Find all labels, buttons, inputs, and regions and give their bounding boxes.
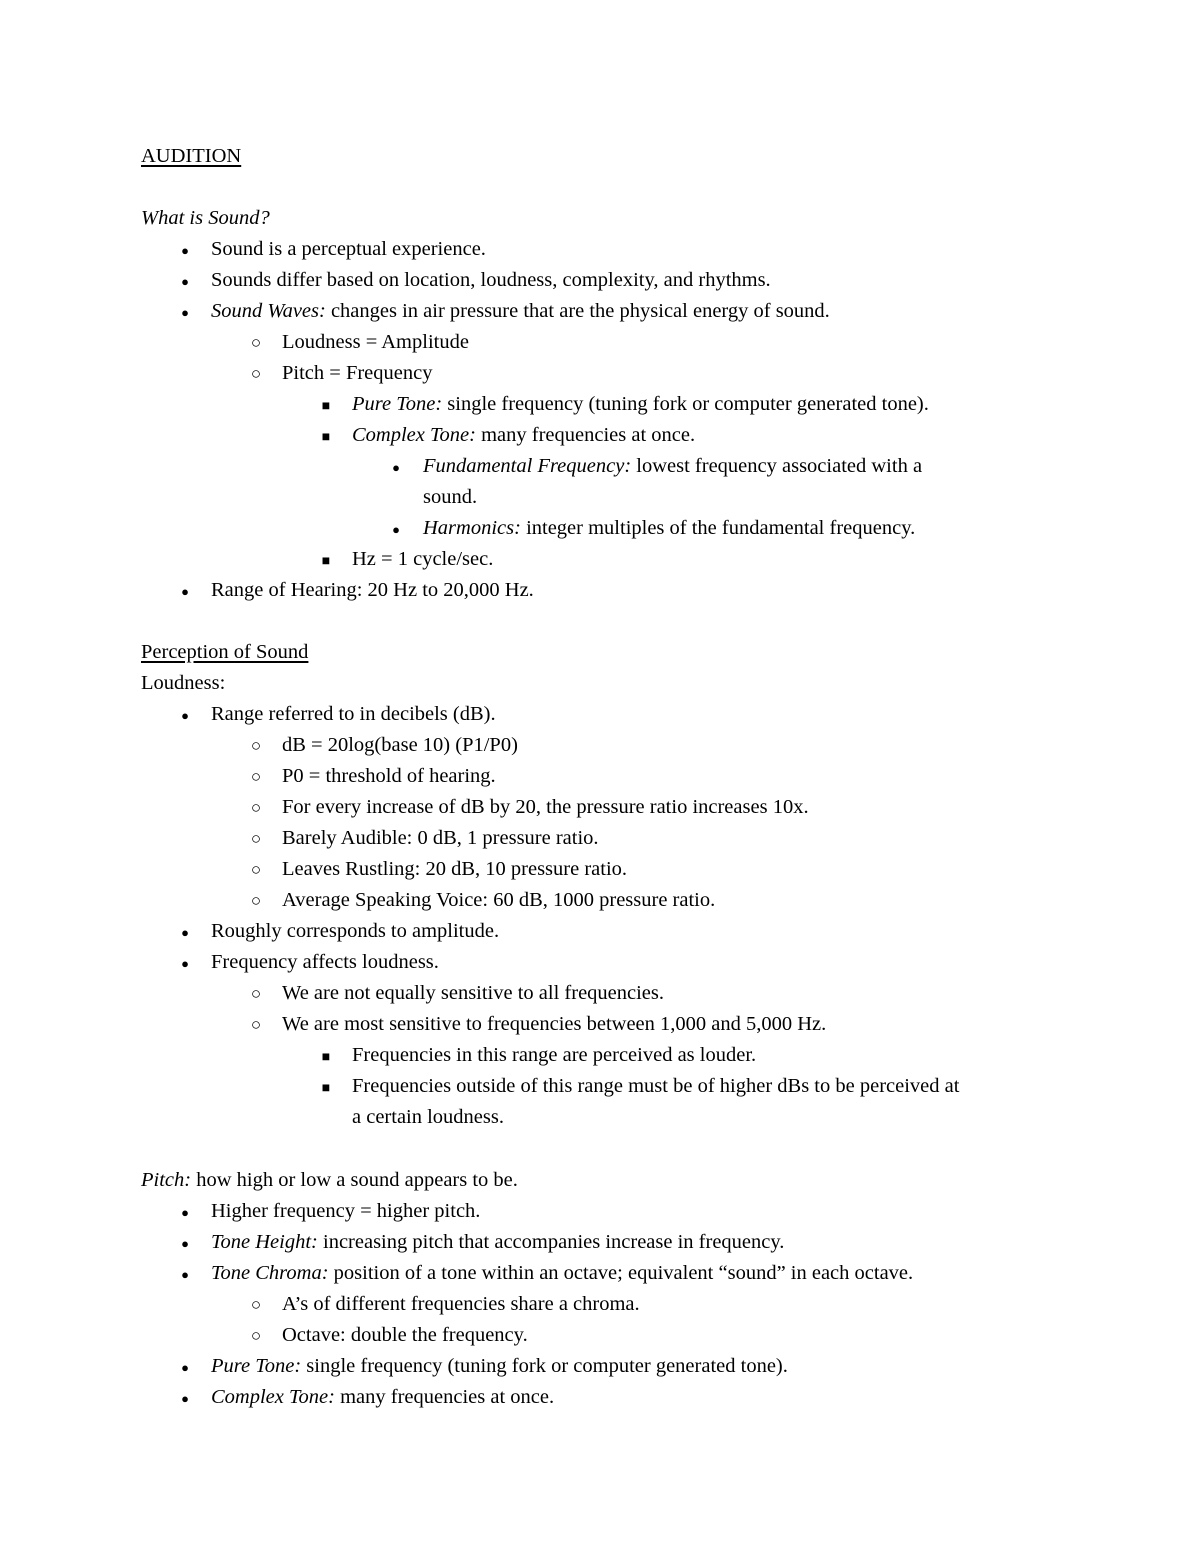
- square-bullet-icon: [316, 420, 336, 453]
- list-item: Frequency affects loudness.: [211, 951, 439, 973]
- list-item: Barely Audible: 0 dB, 1 pressure ratio.: [282, 827, 599, 849]
- list-item: [211, 1382, 554, 1413]
- circle-bullet-icon: [246, 327, 266, 358]
- list-item: Average Speaking Voice: 60 dB, 1000 pressure ratio.: [282, 889, 716, 911]
- list-item: Hz = 1 cycle/sec.: [352, 548, 494, 570]
- list-item: A’s of different frequencies share a chroma.: [282, 1293, 640, 1315]
- bullet-icon: [175, 296, 195, 328]
- bullet-icon: [175, 1382, 195, 1414]
- section-heading-perception-of-sound: Perception of Sound: [141, 641, 309, 663]
- document-title: AUDITION: [141, 145, 242, 167]
- circle-bullet-icon: [246, 885, 266, 916]
- term: Complex Tone:: [352, 424, 476, 446]
- definition: single frequency (tuning fork or computer generated tone).: [442, 393, 929, 415]
- list-item: Range referred to in decibels (dB).: [211, 703, 496, 725]
- list-item: Octave: double the frequency.: [282, 1324, 528, 1346]
- bullet-icon: [175, 916, 195, 948]
- list-item-continuation: sound.: [423, 486, 478, 508]
- square-bullet-icon: [316, 1071, 336, 1104]
- bullet-icon: [175, 575, 195, 607]
- list-item: [211, 1227, 784, 1258]
- list-item: [423, 451, 922, 482]
- term: Tone Chroma:: [211, 1262, 329, 1284]
- definition: integer multiples of the fundamental frequency.: [520, 517, 916, 539]
- circle-bullet-icon: [246, 1289, 266, 1320]
- square-bullet-icon: [316, 389, 336, 422]
- term: Tone Height:: [211, 1231, 318, 1253]
- term: Pure Tone:: [352, 393, 443, 415]
- circle-bullet-icon: [246, 761, 266, 792]
- list-item: [352, 420, 695, 451]
- square-bullet-icon: [316, 544, 336, 577]
- list-item: [211, 1351, 788, 1382]
- bullet-icon: [175, 234, 195, 266]
- bullet-icon: [175, 699, 195, 731]
- circle-bullet-icon: [246, 358, 266, 389]
- list-item: Pitch = Frequency: [282, 362, 433, 384]
- definition: many frequencies at once.: [334, 1386, 555, 1408]
- bullet-icon: [175, 1258, 195, 1290]
- definition: single frequency (tuning fork or computer generated tone).: [301, 1355, 788, 1377]
- list-item: Frequencies in this range are perceived as louder.: [352, 1044, 757, 1066]
- term: Sound Waves:: [211, 300, 326, 322]
- definition: how high or low a sound appears to be.: [191, 1169, 518, 1191]
- list-item: Roughly corresponds to amplitude.: [211, 920, 500, 942]
- list-item: For every increase of dB by 20, the pressure ratio increases 10x.: [282, 796, 809, 818]
- list-item: [352, 389, 929, 420]
- bullet-icon: [175, 265, 195, 297]
- bullet-icon: [175, 1227, 195, 1259]
- term: Pure Tone:: [211, 1355, 302, 1377]
- definition: changes in air pressure that are the physical energy of sound.: [325, 300, 830, 322]
- circle-bullet-icon: [246, 854, 266, 885]
- list-item: Sound is a perceptual experience.: [211, 238, 486, 260]
- list-item: Range of Hearing: 20 Hz to 20,000 Hz.: [211, 579, 534, 601]
- circle-bullet-icon: [246, 1320, 266, 1351]
- square-bullet-icon: [316, 1040, 336, 1073]
- pitch-definition: [141, 1165, 518, 1196]
- bullet-icon: [175, 1351, 195, 1383]
- list-item: P0 = threshold of hearing.: [282, 765, 496, 787]
- circle-bullet-icon: [246, 792, 266, 823]
- bullet-icon: [175, 947, 195, 979]
- list-item: We are not equally sensitive to all frequencies.: [282, 982, 665, 1004]
- bullet-icon: [175, 1196, 195, 1228]
- subheading-loudness: Loudness:: [141, 672, 226, 694]
- circle-bullet-icon: [246, 1009, 266, 1040]
- term: Complex Tone:: [211, 1386, 335, 1408]
- definition: increasing pitch that accompanies increase in frequency.: [317, 1231, 785, 1253]
- definition: position of a tone within an octave; equivalent “sound” in each octave.: [328, 1262, 914, 1284]
- section-heading-what-is-sound: What is Sound?: [141, 207, 270, 229]
- circle-bullet-icon: [246, 823, 266, 854]
- list-item: Loudness = Amplitude: [282, 331, 469, 353]
- bullet-icon: [386, 451, 406, 483]
- list-item: Higher frequency = higher pitch.: [211, 1200, 481, 1222]
- bullet-icon: [386, 513, 406, 545]
- term: Fundamental Frequency:: [423, 455, 632, 477]
- list-item: Leaves Rustling: 20 dB, 10 pressure ratio.: [282, 858, 628, 880]
- definition: many frequencies at once.: [475, 424, 696, 446]
- list-item: [423, 513, 915, 544]
- circle-bullet-icon: [246, 978, 266, 1009]
- list-item: Sounds differ based on location, loudness, complexity, and rhythms.: [211, 269, 771, 291]
- definition: lowest frequency associated with a: [631, 455, 923, 477]
- list-item: Frequencies outside of this range must be of higher dBs to be perceived at: [352, 1075, 960, 1097]
- circle-bullet-icon: [246, 730, 266, 761]
- list-item: [211, 296, 830, 327]
- list-item: We are most sensitive to frequencies between 1,000 and 5,000 Hz.: [282, 1013, 827, 1035]
- list-item: [211, 1258, 913, 1289]
- list-item-continuation: a certain loudness.: [352, 1106, 504, 1128]
- term: Pitch:: [141, 1169, 192, 1191]
- list-item: dB = 20log(base 10) (P1/P0): [282, 734, 518, 756]
- term: Harmonics:: [423, 517, 521, 539]
